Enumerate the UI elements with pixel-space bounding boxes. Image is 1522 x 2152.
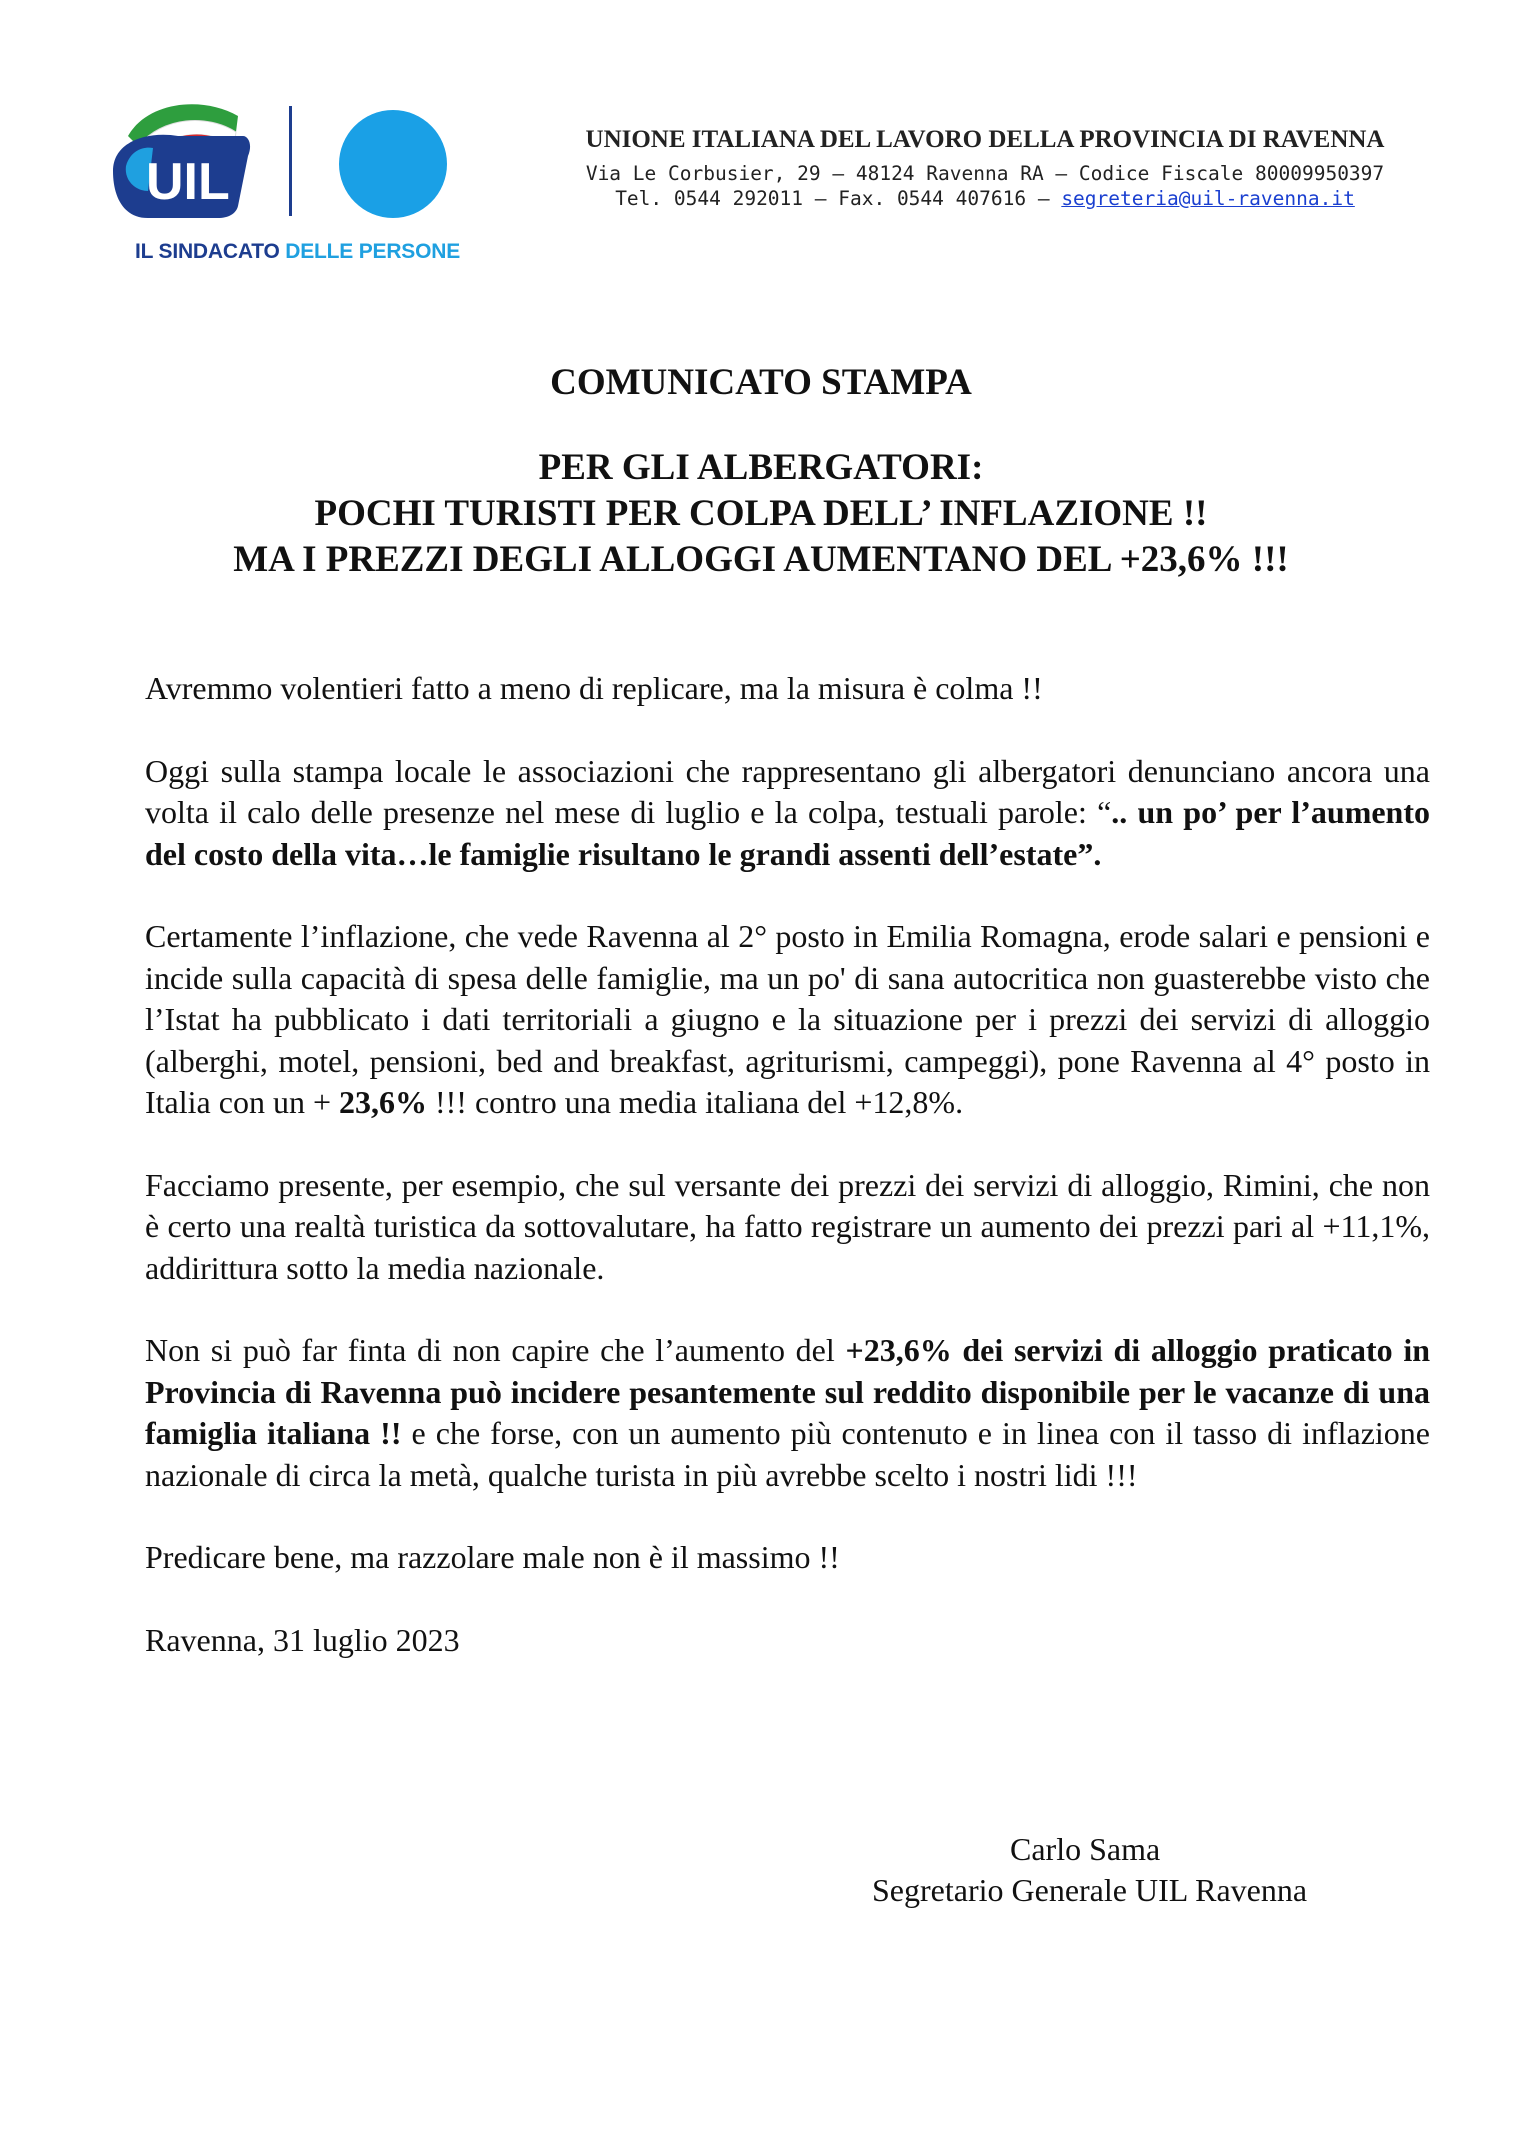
org-address: Via Le Corbusier, 29 – 48124 Ravenna RA – Codice Fiscale 80009950397 [585,162,1385,185]
headline-line-2: POCHI TURISTI PER COLPA DELL’ INFLAZIONE !! [314,493,1208,534]
document-type: COMUNICATO STAMPA [550,362,972,403]
phone-fax: Tel. 0544 292011 – Fax. 0544 407616 – [615,187,1062,210]
paragraph-2: Oggi sulla stampa locale le associazioni che rappresentano gli albergatori denunciano ancora una volta il calo delle presenze nel mese di luglio e la colpa, testuali parole: “.. un po’ per l’aumento del costo della vita…le famiglie risultano le grandi assenti dell’estate”. [145,752,1431,872]
uil-logo-text: UIL [146,153,230,211]
email-link[interactable]: segreteria@uil-ravenna.it [1061,187,1355,210]
headline-line-1: PER GLI ALBERGATORI: [538,447,984,488]
headline-line-3: MA I PREZZI DEGLI ALLOGGI AUMENTANO DEL +23,6% !!! [233,539,1289,580]
date-line: Ravenna, 31 luglio 2023 [145,1622,460,1659]
signatory-role: Segretario Generale UIL Ravenna [872,1872,1308,1908]
paragraph-1: Avremmo volentieri fatto a meno di replicare, ma la misura è colma !! [145,670,1043,706]
letterhead [520,126,1450,210]
press-release-body [145,668,1430,1703]
org-name: UNIONE ITALIANA DEL LAVORO DELLA PROVINCIA DI RAVENNA [585,126,1385,153]
paragraph-3: Certamente l’inflazione, che vede Ravenna al 2° posto in Emilia Romagna, erode salari e pensioni e incide sulla capacità di spesa delle famiglie, ma un po' di sana autocritica non guasterebbe visto che l’Istat ha pubblicato i dati territoriali a giugno e la situazione per i prezzi dei servizi di alloggio (alberghi, motel, pensioni, bed and breakfast, agriturismi, campeggi), pone Ravenna al 4° posto in Italia con un + 23,6% !!! contro una media italiana del +12,8%. [145,918,1430,1121]
logo-tagline: IL SINDACATO DELLE PERSONE [135,240,461,263]
uil-logo [108,96,488,276]
org-contacts [520,187,1450,210]
paragraph-6: Predicare bene, ma razzolare male non è il massimo !! [145,1539,840,1576]
paragraph-5: Non si può far finta di non capire che l’aumento del +23,6% dei servizi di alloggio praticato in Provincia di Ravenna può incidere pesantemente sul reddito disponibile per le vacanze di una famiglia italiana !! e che forse, con un aumento più contenuto e in linea con il tasso di inflazione nazionale di circa la metà, qualche turista in più avrebbe scelto i nostri lidi !!! [145,1332,1431,1493]
signatory-name: Carlo Sama [1010,1831,1161,1867]
paragraph-4: Facciamo presente, per esempio, che sul versante dei prezzi dei servizi di alloggio, Rimini, che non è certo una realtà turistica da sottovalutare, ha fatto registrare un aumento dei prezzi pari al +11,1%, addirittura sotto la media nazionale. [145,1166,1430,1286]
uil-logo-icon [108,96,488,236]
